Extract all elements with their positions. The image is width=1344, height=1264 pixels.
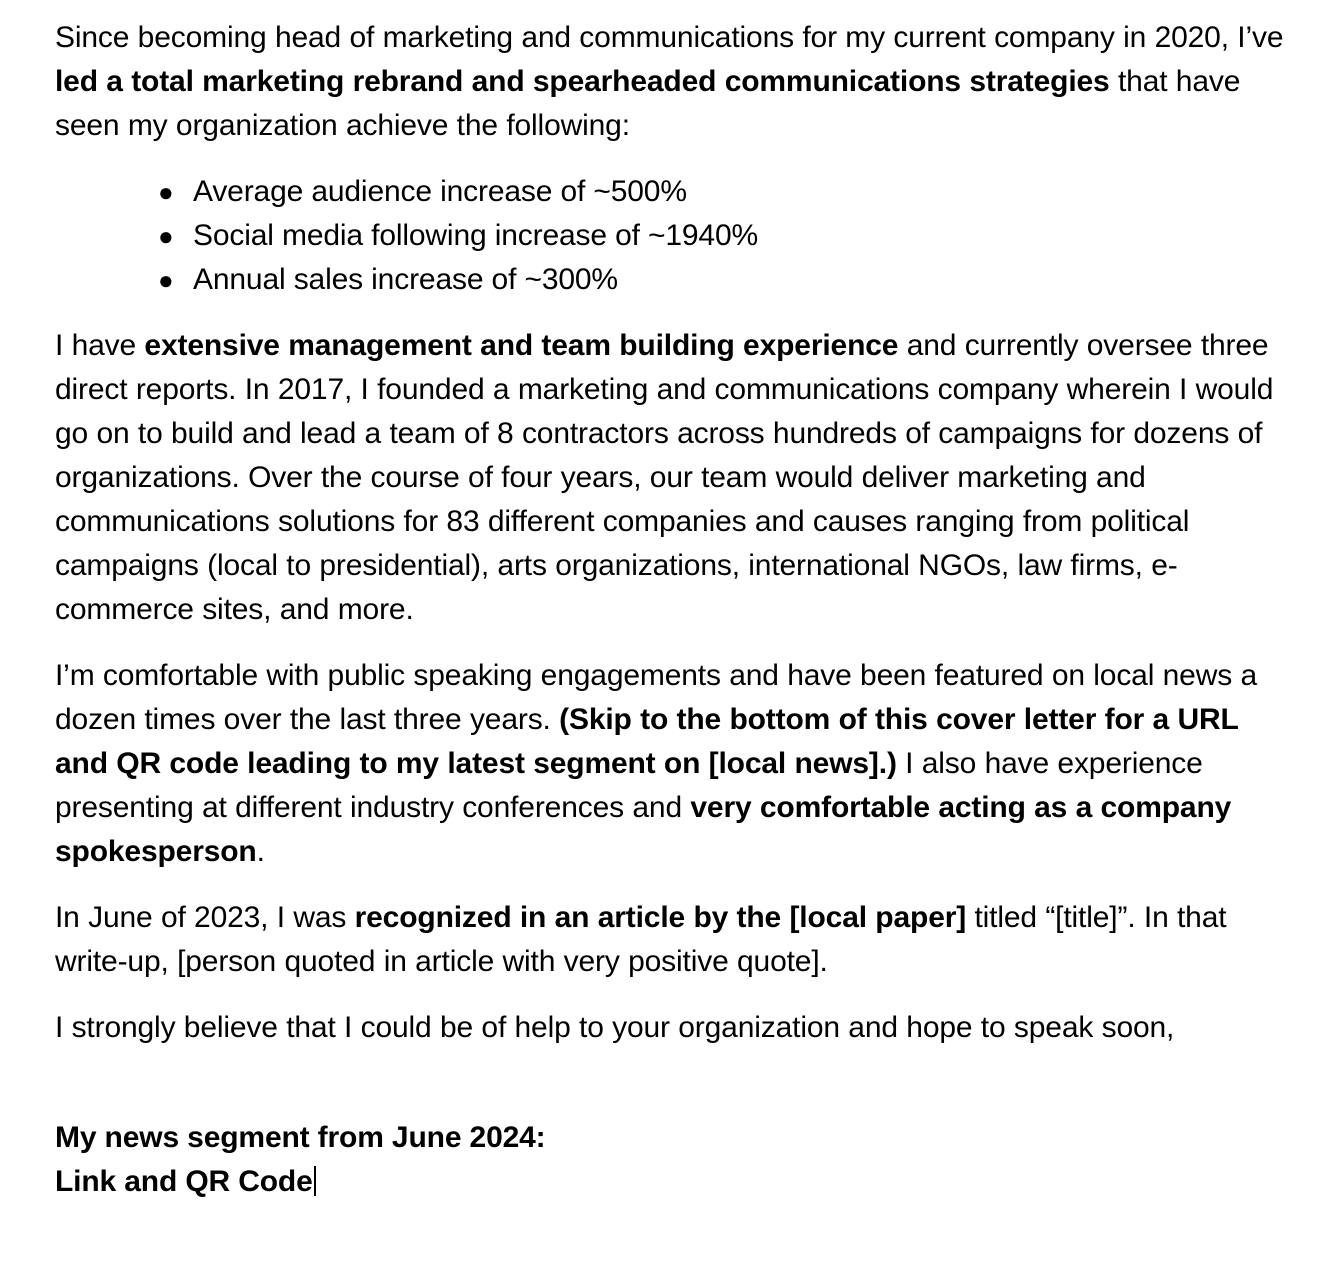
achievements-list bbox=[55, 170, 1290, 302]
speaking-text-run-1: I’m comfortable with public speaking engagements and have been featured on local news a dozen times over the last three years. bbox=[55, 659, 1257, 736]
experience-text-run-2: and currently oversee three direct reports. In 2017, I founded a marketing and communications company wherein I would go on to build and lead a team of 8 contractors across hundreds of campaigns for dozens of organizations. Over the course of four years, our team would deliver marketing and communications solutions for 83 different companies and causes ranging from political campaigns (local to presidential), arts organizations, international NGOs, law firms, e-commerce sites, and more. bbox=[55, 329, 1274, 626]
recognition-bold-run: recognized in an article by the [local paper] bbox=[354, 901, 967, 934]
news-segment-heading: My news segment from June 2024: bbox=[55, 1121, 546, 1154]
list-item bbox=[55, 258, 1290, 302]
speaking-text-run-2: I also have experience presenting at different industry conferences and bbox=[55, 747, 1203, 824]
signature-block bbox=[55, 1116, 1290, 1204]
link-qr-line bbox=[55, 1160, 1290, 1204]
paragraph-experience bbox=[55, 324, 1290, 632]
list-item bbox=[55, 170, 1290, 214]
paragraph-speaking bbox=[55, 654, 1290, 874]
experience-text-run-1: I have bbox=[55, 329, 145, 362]
paragraph-intro bbox=[55, 16, 1290, 148]
bullet-icon: ● bbox=[158, 265, 174, 295]
paragraph-closing bbox=[55, 1006, 1290, 1050]
speaking-bold-run-2: very comfortable acting as a company spokesperson bbox=[55, 791, 1232, 868]
intro-text-run-1: Since becoming head of marketing and communications for my current company in 2020, I’ve bbox=[55, 21, 1284, 54]
bullet-icon: ● bbox=[158, 177, 174, 207]
paragraph-recognition bbox=[55, 896, 1290, 984]
closing-text: I strongly believe that I could be of help to your organization and hope to speak soon, bbox=[55, 1011, 1175, 1044]
experience-bold-run: extensive management and team building experience bbox=[144, 329, 899, 362]
speaking-bold-run-1: (Skip to the bottom of this cover letter for a URL and QR code leading to my latest segment on [local news].) bbox=[55, 703, 1239, 780]
speaking-text-run-3: . bbox=[256, 835, 265, 868]
list-item-label: Social media following increase of ~1940% bbox=[193, 219, 759, 252]
list-item-label: Average audience increase of ~500% bbox=[193, 175, 687, 208]
list-item bbox=[55, 214, 1290, 258]
text-caret bbox=[314, 1166, 316, 1196]
link-qr-label: Link and QR Code bbox=[55, 1165, 313, 1198]
recognition-text-run-1: In June of 2023, I was bbox=[55, 901, 355, 934]
bullet-icon: ● bbox=[158, 221, 174, 251]
achievements-list-block bbox=[55, 170, 1290, 302]
recognition-text-run-2: titled “[title]”. In that write-up, [person quoted in article with very positive quote]. bbox=[55, 901, 1227, 978]
list-item-label: Annual sales increase of ~300% bbox=[193, 263, 618, 296]
intro-text-run-2: that have seen my organization achieve the following: bbox=[55, 65, 1241, 142]
intro-bold-run: led a total marketing rebrand and spearheaded communications strategies bbox=[55, 65, 1110, 98]
